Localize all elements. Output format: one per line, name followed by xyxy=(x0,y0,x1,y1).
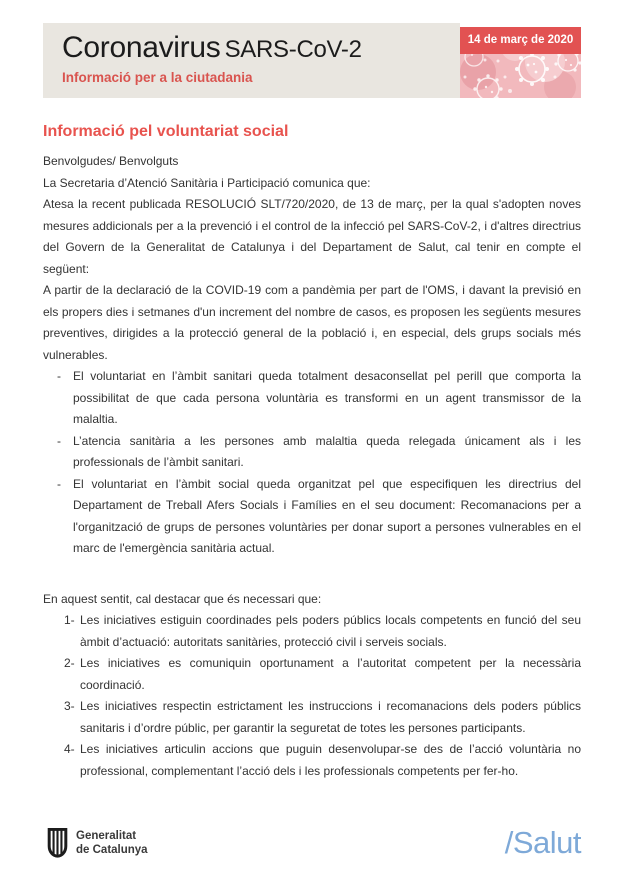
list-item xyxy=(43,739,581,782)
generalitat-wordmark xyxy=(76,829,148,857)
paragraph-2: A partir de la declaració de la COVID-19 com a pandèmia per part de l'OMS, i davant la previsió en els propers dies i setmanes d'un increment del nombre de casos, es proposen les següents mesures preventives, dirigides a la protecció general de la població i, en especial, dels grups socials més vulnerables. xyxy=(43,283,581,362)
numbered-text: Les iniciatives articulin accions que puguin desenvolupar-se des de l’acció voluntària no professional, complementant l’acció dels i les professionals competents per fer-ho. xyxy=(80,742,581,778)
list-item xyxy=(43,653,581,696)
bullet-dash: - xyxy=(57,369,61,383)
item-number: 1- xyxy=(64,613,75,627)
bullet-dash: - xyxy=(57,433,61,448)
catalan-shield-icon xyxy=(47,826,68,860)
list-item xyxy=(43,366,581,431)
logo-line-1: Generalitat xyxy=(76,830,137,842)
salutation: Benvolgudes/ Benvolguts xyxy=(43,154,179,168)
bullet-dash: - xyxy=(57,476,61,491)
intro-line: La Secretaria d’Atenció Sanitària i Participació comunica que: xyxy=(43,175,371,190)
list-item xyxy=(43,474,581,560)
bullet-text: L’atencia sanitària a les persones amb malaltia queda relegada únicament als i les professionals de l’àmbit sanitari. xyxy=(73,433,581,469)
section-title: Informació pel voluntariat social xyxy=(43,123,289,140)
second-intro: En aquest sentit, cal destacar que és necessari que: xyxy=(43,591,322,606)
numbered-list xyxy=(43,610,581,782)
item-number: 3- xyxy=(64,699,75,713)
list-item xyxy=(43,610,581,653)
document-body xyxy=(43,122,581,782)
page-title xyxy=(62,31,460,65)
item-number: 4- xyxy=(64,742,75,756)
generalitat-logo xyxy=(43,826,148,860)
title-sars-cov-2: SARS-CoV-2 xyxy=(224,36,362,63)
numbered-text: Les iniciatives estiguin coordinades pels poders públics locals competents en funció del seu àmbit d’actuació: autoritats sanitàries, protecció civil i serveis socials. xyxy=(80,613,581,649)
item-number: 2- xyxy=(64,656,75,670)
numbered-text: Les iniciatives es comuniquin oportunament a l’autoritat competent per la necessària coordinació. xyxy=(80,656,581,692)
title-coronavirus: Coronavirus xyxy=(62,31,221,64)
salut-brand: /Salut xyxy=(504,825,581,860)
header-banner xyxy=(43,23,581,98)
list-item xyxy=(43,696,581,739)
footer xyxy=(43,820,581,866)
bullet-text: El voluntariat en l’àmbit social queda organitzat pel que especifiquen les directrius del Departament de Treball Afers Socials i Famílies en el seu document: Recomanacions per a l'organització de grups de persones voluntàries per donar suport a persones vulnerables en el marc de l'emergència sanitària actual. xyxy=(73,476,581,555)
list-item xyxy=(43,431,581,474)
coronavirus-illustration xyxy=(460,27,581,98)
header-subtitle: Informació per a la ciutadania xyxy=(62,70,253,85)
header-title-band xyxy=(43,23,460,98)
numbered-text: Les iniciatives respectin estrictament les instruccions i recomanacions dels poders públics sanitaris i d’ordre públic, per garantir la seguretat de totes les persones participants. xyxy=(80,699,581,735)
bullet-text: El voluntariat en l’àmbit sanitari queda totalment desaconsellat pel perill que comporta la possibilitat de que cada persona voluntària es transformi en un agent transmissor de la malaltia. xyxy=(73,369,581,426)
bullet-list xyxy=(43,366,581,560)
logo-line-2: de Catalunya xyxy=(76,844,148,856)
date-badge: 14 de març de 2020 xyxy=(460,27,581,54)
paragraph-1: Atesa la recent publicada RESOLUCIÓ SLT/720/2020, de 13 de març, per la qual s'adopten noves mesures addicionals per a la prevenció i el control de la infecció pel SARS-CoV-2, i d'altres directrius del Govern de la Generalitat de Catalunya i del Departament de Salut, cal tenir en compte el següent: xyxy=(43,197,581,276)
